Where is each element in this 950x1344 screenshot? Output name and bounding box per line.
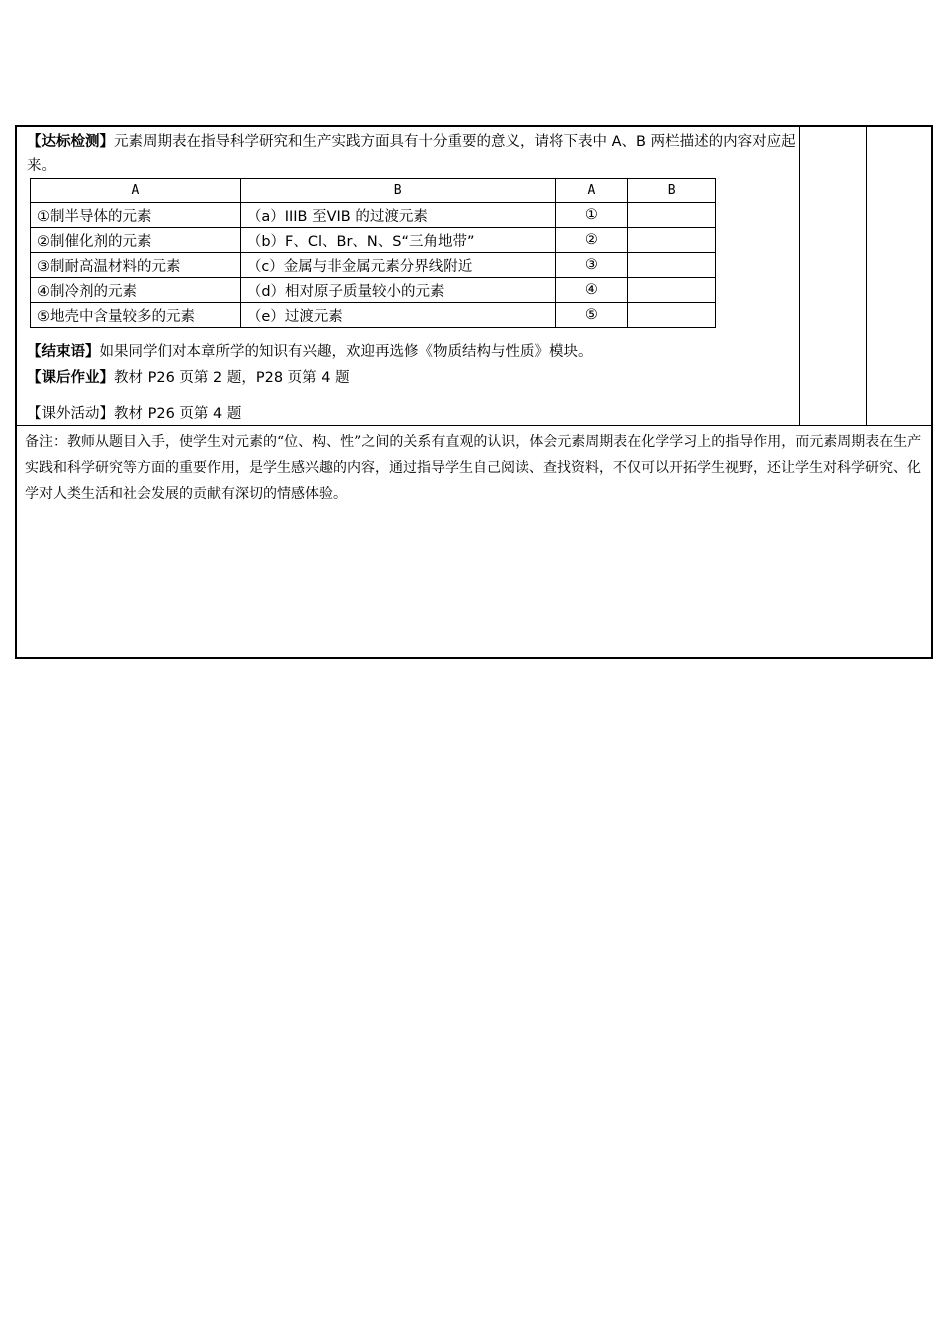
- item-a: ⑤地壳中含量较多的元素: [31, 303, 241, 328]
- item-a: ①制半导体的元素: [31, 203, 241, 228]
- activity-text: 教材 P26 页第 4 题: [114, 406, 242, 422]
- homework: [27, 366, 350, 387]
- header-a: A: [31, 179, 241, 203]
- closing-tag: 【结束语】: [27, 344, 100, 360]
- item-b: （c）金属与非金属元素分界线附近: [240, 253, 555, 278]
- table-header-row: [31, 179, 716, 203]
- item-b: （a）IIIB 至VIB 的过渡元素: [240, 203, 555, 228]
- answer-number: ①: [555, 203, 628, 228]
- column-divider: [866, 127, 867, 426]
- table-row: [31, 253, 716, 278]
- header-a-answer: A: [555, 179, 628, 203]
- answer-number: ②: [555, 228, 628, 253]
- item-b: （d）相对原子质量较小的元素: [240, 278, 555, 303]
- answer-number: ③: [555, 253, 628, 278]
- answer-blank: [628, 303, 716, 328]
- activity-tag: 【课外活动】: [27, 406, 114, 422]
- closing-remark: [27, 340, 593, 361]
- answer-blank: [628, 228, 716, 253]
- extracurricular-activity: [27, 402, 241, 423]
- matching-table: [30, 178, 716, 328]
- homework-text: 教材 P26 页第 2 题，P28 页第 4 题: [114, 370, 350, 386]
- answer-blank: [628, 278, 716, 303]
- header-b: B: [240, 179, 555, 203]
- table-row: [31, 303, 716, 328]
- item-b: （e）过渡元素: [240, 303, 555, 328]
- item-a: ④制冷剂的元素: [31, 278, 241, 303]
- answer-number: ⑤: [555, 303, 628, 328]
- item-a: ③制耐高温材料的元素: [31, 253, 241, 278]
- intro-text: 元素周期表在指导科学研究和生产实践方面具有十分重要的意义，请将下表中 A、B 两栏描述的内容对应起来。: [27, 134, 796, 174]
- answer-blank: [628, 253, 716, 278]
- item-a: ②制催化剂的元素: [31, 228, 241, 253]
- closing-text: 如果同学们对本章所学的知识有兴趣，欢迎再选修《物质结构与性质》模块。: [99, 344, 593, 360]
- row-divider: [17, 425, 931, 426]
- table-row: [31, 228, 716, 253]
- table-row: [31, 203, 716, 228]
- teacher-note: 备注：教师从题目入手，使学生对元素的“位、构、性”之间的关系有直观的认识，体会元素周期表在化学学习上的指导作用，而元素周期表在生产实践和科学研究等方面的重要作用，是学生感兴趣的内容，通过指导学生自己阅读、查找资料，不仅可以开拓学生视野，还让学生对科学研究、化学对人类生活和社会发展的贡献有深切的情感体验。: [25, 434, 922, 502]
- homework-tag: 【课后作业】: [27, 370, 114, 386]
- answer-blank: [628, 203, 716, 228]
- header-b-answer: B: [628, 179, 716, 203]
- table-row: [31, 278, 716, 303]
- answer-number: ④: [555, 278, 628, 303]
- intro-tag: 【达标检测】: [27, 134, 114, 150]
- lesson-table: [15, 125, 933, 659]
- item-b: （b）F、Cl、Br、N、S“三角地带”: [240, 228, 555, 253]
- intro-paragraph: [27, 130, 803, 178]
